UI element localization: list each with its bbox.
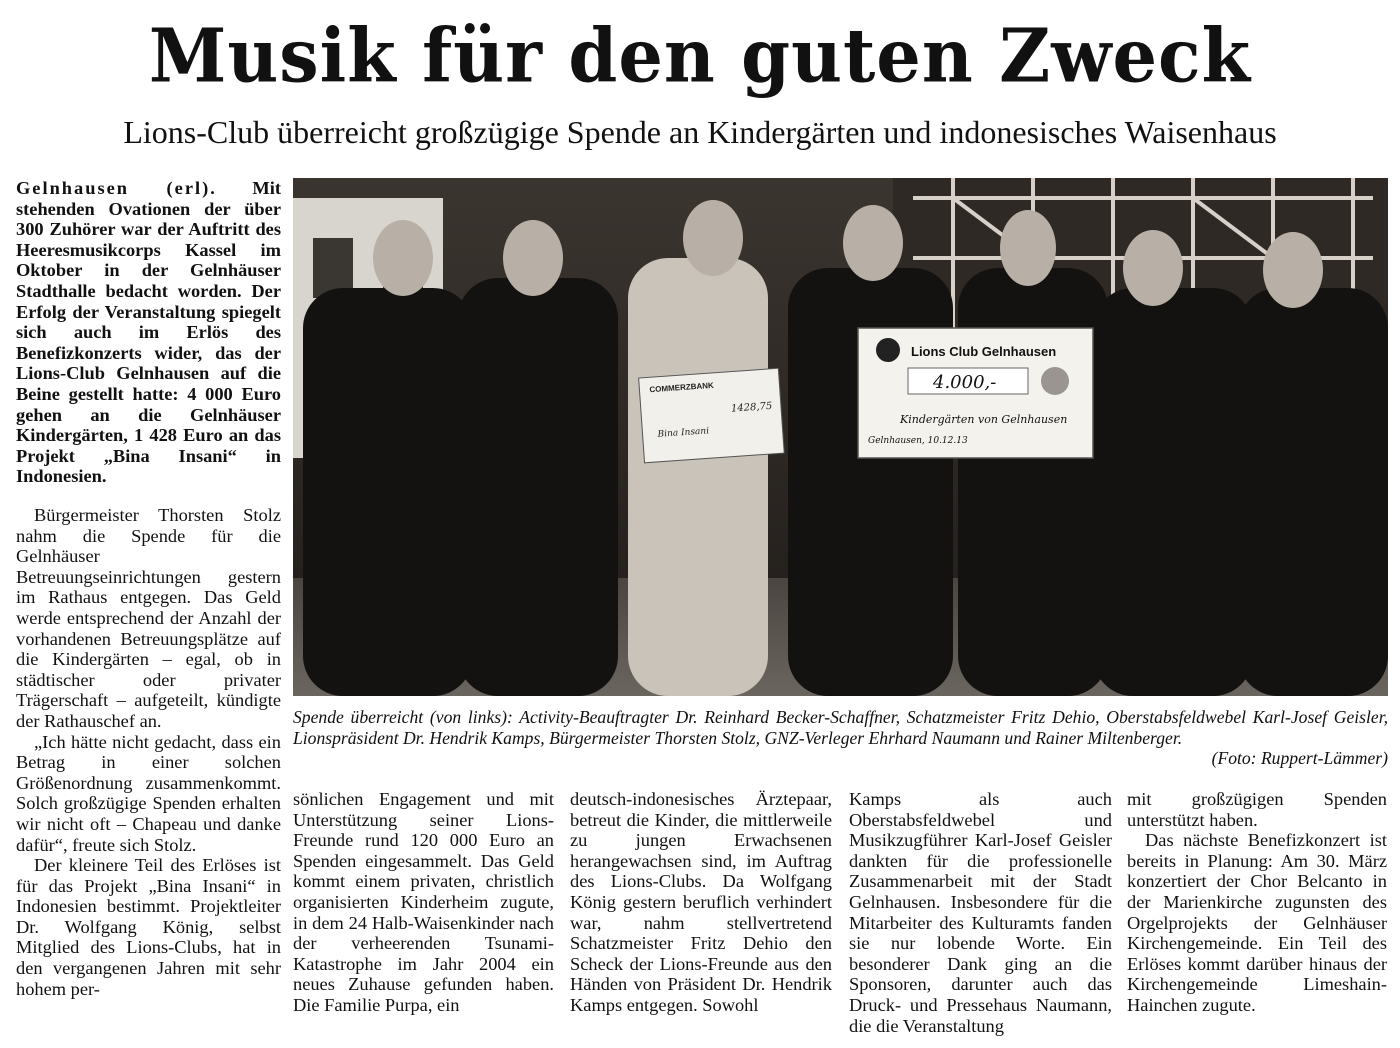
body-column-4	[849, 789, 1112, 1036]
lead-text: Mit stehenden Ovationen der über 300 Zuhörer war der Auftritt des Heeresmusikcorps Kassel im Oktober in der Gelnhäuser Stadthalle bedacht worden. Der Erfolg der Veranstaltung spiegelt sich auch im Erlös des Benefizkonzerts wider, das der Lions-Club Gelnhausen auf die Beine gestellt hatte: 4 000 Euro gehen an die Gelnhäuser Kindergärten, 1 428 Euro an das Projekt „Bina Insani“ in Indonesien.	[16, 178, 281, 487]
photo-caption	[293, 707, 1388, 769]
caption-text: Spende überreicht (von links): Activity-Beauftragter Dr. Reinhard Becker-Schaffner, Schatzmeister Fritz Dehio, Oberstabsfeldwebel Karl-Josef Geisler, Lionspräsident Dr. Hendrik Kamps, Bürgermeister Thorsten Stolz, GNZ-Verleger Ehrhard Naumann und Rainer Miltenberger.	[293, 707, 1388, 748]
body-paragraph: Der kleinere Teil des Erlöses ist für das Projekt „Bina Insani“ in Indonesien bestimmt. Projektleiter Dr. Wolfgang König, selbst Mitglied des Lions-Clubs, hat in den vergangenen Jahren mit sehr hohem per-	[16, 855, 281, 999]
subheadline: Lions-Club überreicht großzügige Spende an Kindergärten und indonesisches Waisenhaus	[123, 114, 1277, 150]
big-cheque-recipient: Kindergärten von Gelnhausen	[900, 413, 1068, 426]
big-cheque-header: Lions Club Gelnhausen	[911, 344, 1057, 359]
body-column-1	[16, 505, 281, 999]
dateline: Gelnhausen (erl).	[16, 178, 217, 198]
big-cheque-amount: 4.000,-	[933, 372, 997, 393]
body-column-2	[293, 789, 554, 1016]
photo-illustration	[293, 178, 1388, 696]
body-paragraph: „Ich hätte nicht gedacht, dass ein Betrag in einer solchen Größenordnung zusammenkommt. Solch großzügige Spenden erhalten wir nicht oft – Chapeau und danke dafür“, freute sich Stolz.	[16, 731, 281, 855]
body-paragraph: sönlichen Engagement und mit Unterstützung seiner Lions-Freunde rund 120 000 Euro an Spenden eingesammelt. Das Geld kommt einem privaten, christlich organisierten Kinderheim zugute, in dem 24 Halb-Waisenkinder nach der verheerenden Tsunami-Katastrophe im Jahr 2004 ein neues Zuhause gefunden haben. Die Familie Purpa, ein	[293, 789, 554, 1015]
headline: Musik für den guten Zweck	[148, 11, 1252, 100]
small-cheque-recipient: Bina Insani	[657, 426, 710, 440]
photo-credit: (Foto: Ruppert-Lämmer)	[1211, 748, 1388, 769]
article-photo	[293, 178, 1388, 696]
body-column-3	[570, 789, 832, 1016]
small-cheque-bank: COMMERZBANK	[649, 380, 715, 395]
body-paragraph: Kamps als auch Oberstabsfeldwebel und Musikzugführer Karl-Josef Geisler dankten für die professionelle Zusammenarbeit mit der Stadt Gelnhausen. Insbesondere für die Mitarbeiter des Kulturamts fanden sie nur lobende Worte. Ein besonderer Dank ging an die Sponsoren, darunter auch das Druck- und Pressehaus Naumann, die die Veranstaltung	[849, 789, 1112, 1036]
body-column-5	[1127, 789, 1387, 1016]
lead-paragraph	[16, 178, 281, 487]
body-paragraph: Das nächste Benefizkonzert ist bereits in Planung: Am 30. März konzertiert der Chor Belcanto in der Marienkirche zugunsten des Orgelprojekts der Gelnhäuser Kirchengemeinde. Ein Teil des Erlöses kommt darüber hinaus der Kirchengemeinde Limeshain-Hainchen zugute.	[1127, 830, 1387, 1015]
big-cheque-place-date: Gelnhausen, 10.12.13	[868, 436, 968, 446]
body-paragraph: mit großzügigen Spenden unterstützt haben.	[1127, 789, 1387, 830]
body-paragraph: deutsch-indonesisches Ärztepaar, betreut die Kinder, die mittlerweile zu jungen Erwachsenen herangewachsen sind, im Auftrag des Lions-Clubs. Da Wolfgang König gestern beruflich verhindert war, nahm stellvertretend Schatzmeister Fritz Dehio den Scheck der Lions-Freunde aus den Händen von Präsident Dr. Hendrik Kamps entgegen. Sowohl	[570, 789, 832, 1015]
small-cheque-amount: 1428,75	[730, 400, 773, 415]
body-paragraph: Bürgermeister Thorsten Stolz nahm die Spende für die Gelnhäuser Betreuungseinrichtungen gestern im Rathaus entgegen. Das Geld werde entsprechend der Anzahl der vorhandenen Betreuungsplätze auf die Kindergärten – egal, ob in städtischer oder privater Trägerschaft – aufgeteilt, kündigte der Rathauschef an.	[16, 505, 281, 731]
